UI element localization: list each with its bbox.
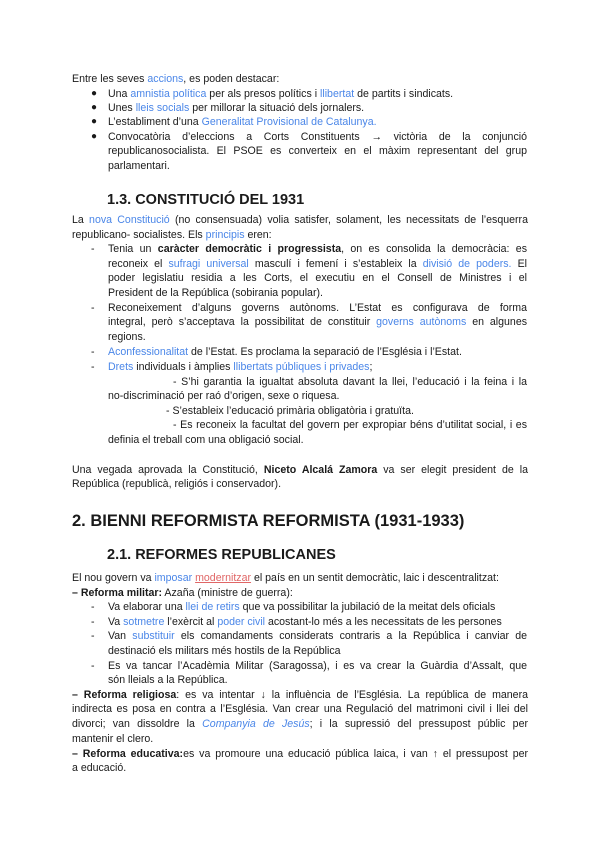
dash-marker: - xyxy=(91,616,95,628)
president-line-2: República (republicà, religiós i conservador). xyxy=(72,478,282,490)
president-line-1: Una vegada aprovada la Constitució, Niceto Alcalá Zamora va ser elegit president de la xyxy=(72,464,528,476)
subitem-1-line-2: no-discriminació per raó d’origen, sexe o riquesa. xyxy=(108,390,340,402)
militar-item-2: Va sotmetre l’exèrcit al poder civil acostant-lo més a les necessitats de les persones xyxy=(108,616,502,628)
reforma-religiosa-line-3: divorci; van dissoldre la Companyia de Jesús; i la supressió del pressupost públic per xyxy=(72,718,528,730)
principle-4: Drets individuals i àmplies llibertats públiques i privades; xyxy=(108,361,373,373)
dash-marker: - xyxy=(91,660,95,672)
bullet-item-1: Una amnistia política per als presos polítics i llibertat de partits i sindicats. xyxy=(108,88,454,100)
bullet-item-2: Unes lleis socials per millorar la situació dels jornalers. xyxy=(108,102,365,114)
section-heading-2-1: 2.1. REFORMES REPUBLICANES xyxy=(107,547,336,563)
bullet-item-4-line-3: parlamentari. xyxy=(108,160,170,172)
principle-1-line-4: President de la República (sobirania popular). xyxy=(108,287,323,299)
section-heading-2: 2. BIENNI REFORMISTA REFORMISTA (1931-1933) xyxy=(72,512,465,530)
constitucio-line-1: La nova Constitució (no consensuada) volia satisfer, solament, les necessitats de l’esquerra xyxy=(72,214,528,226)
militar-item-4-line-2: són lleials a la República. xyxy=(108,674,228,686)
keyword-accions: accions xyxy=(147,73,184,85)
reforma-militar-title: – Reforma militar: Azaña (ministre de guerra): xyxy=(72,587,293,599)
dash-marker: - xyxy=(91,630,95,642)
militar-item-1: Va elaborar una llei de retirs que va possibilitar la jubilació de la meitat dels oficials xyxy=(108,601,496,613)
principle-1-line-1: Tenia un caràcter democràtic i progressista, on es consolida la democràcia: es xyxy=(108,243,527,255)
intro-line: Entre les seves accions, es poden destacar: xyxy=(72,73,280,85)
bullet-item-3: L’establiment d’una Generalitat Provisional de Catalunya. xyxy=(108,116,377,128)
reforma-religiosa-line-2: indirecta es posa en contra a l’Església. Van crear una Regulació del matrimoni civil i llei del xyxy=(72,703,528,715)
dash-marker: - xyxy=(91,346,95,358)
bullet-item-4-line-2: republicanosocialista. El PSOE es converteix en el màxim representant del grup xyxy=(108,145,527,157)
bullet-dot: ● xyxy=(91,116,98,127)
militar-item-4-line-1: Es va tancar l’Acadèmia Militar (Saragossa), i es va crear la Guàrdia d’Assalt, que xyxy=(108,660,527,672)
dash-marker: - xyxy=(91,601,95,613)
bullet-dot: ● xyxy=(91,131,98,142)
principle-2-line-2: integral, però s’acceptava la possibilitat de constituir governs autònoms en algunes xyxy=(108,316,528,328)
reforma-educativa-line-1: – Reforma educativa:es va promoure una educació pública laica, i van ↑ el pressupost per xyxy=(72,748,528,760)
subitem-3-line-2: definia el treball com una obligació social. xyxy=(108,434,304,446)
subitem-1-line-1: - S’hi garantia la igualtat absoluta davant la llei, l’educació i la feina i la xyxy=(173,376,527,388)
bullet-item-4-line-1: Convocatòria d’eleccions a Corts Constituents → victòria de la conjunció xyxy=(108,131,527,143)
bullet-dot: ● xyxy=(91,88,98,99)
reformes-intro: El nou govern va imposar modernitzar el país en un sentit democràtic, laic i descentralitzat: xyxy=(72,572,499,584)
principle-2-line-3: regions. xyxy=(108,331,146,343)
militar-item-3-line-1: Van substituir els comandaments considerats contraris a la República i canviar de xyxy=(108,630,527,642)
militar-item-3-line-2: destinació els militars més hostils de la República xyxy=(108,645,341,657)
reforma-religiosa-line-4: mantenir el clero. xyxy=(72,733,154,745)
bullet-dot: ● xyxy=(91,102,98,113)
section-heading-1-3: 1.3. CONSTITUCIÓ DEL 1931 xyxy=(107,192,305,208)
reforma-educativa-line-2: a educació. xyxy=(72,762,127,774)
dash-marker: - xyxy=(91,302,95,314)
principle-1-line-2: reconeix el sufragi universal masculí i femení i s’estableix la divisió de poders. El xyxy=(108,258,527,270)
principle-2-line-1: Reconeixement d’alguns governs autònoms. L’Estat es configurava de forma xyxy=(108,302,527,314)
dash-marker: - xyxy=(91,243,95,255)
principle-3: Aconfessionalitat de l’Estat. Es proclama la separació de l’Església i l’Estat. xyxy=(108,346,462,358)
constitucio-line-2: republicano- socialistes. Els principis eren: xyxy=(72,229,272,241)
subitem-2: - S’estableix l’educació primària obligatòria i gratuïta. xyxy=(166,405,414,417)
principle-1-line-3: poder legislatiu residia a les Corts, el executiu en el Consell de Ministres i el xyxy=(108,272,527,284)
reforma-religiosa-line-1: – Reforma religiosa: es va intentar ↓ la influència de l’Església. La república de manera xyxy=(72,689,528,701)
subitem-3-line-1: - Es reconeix la facultat del govern per expropiar béns d’utilitat social, i es xyxy=(173,419,527,431)
dash-marker: - xyxy=(91,361,95,373)
